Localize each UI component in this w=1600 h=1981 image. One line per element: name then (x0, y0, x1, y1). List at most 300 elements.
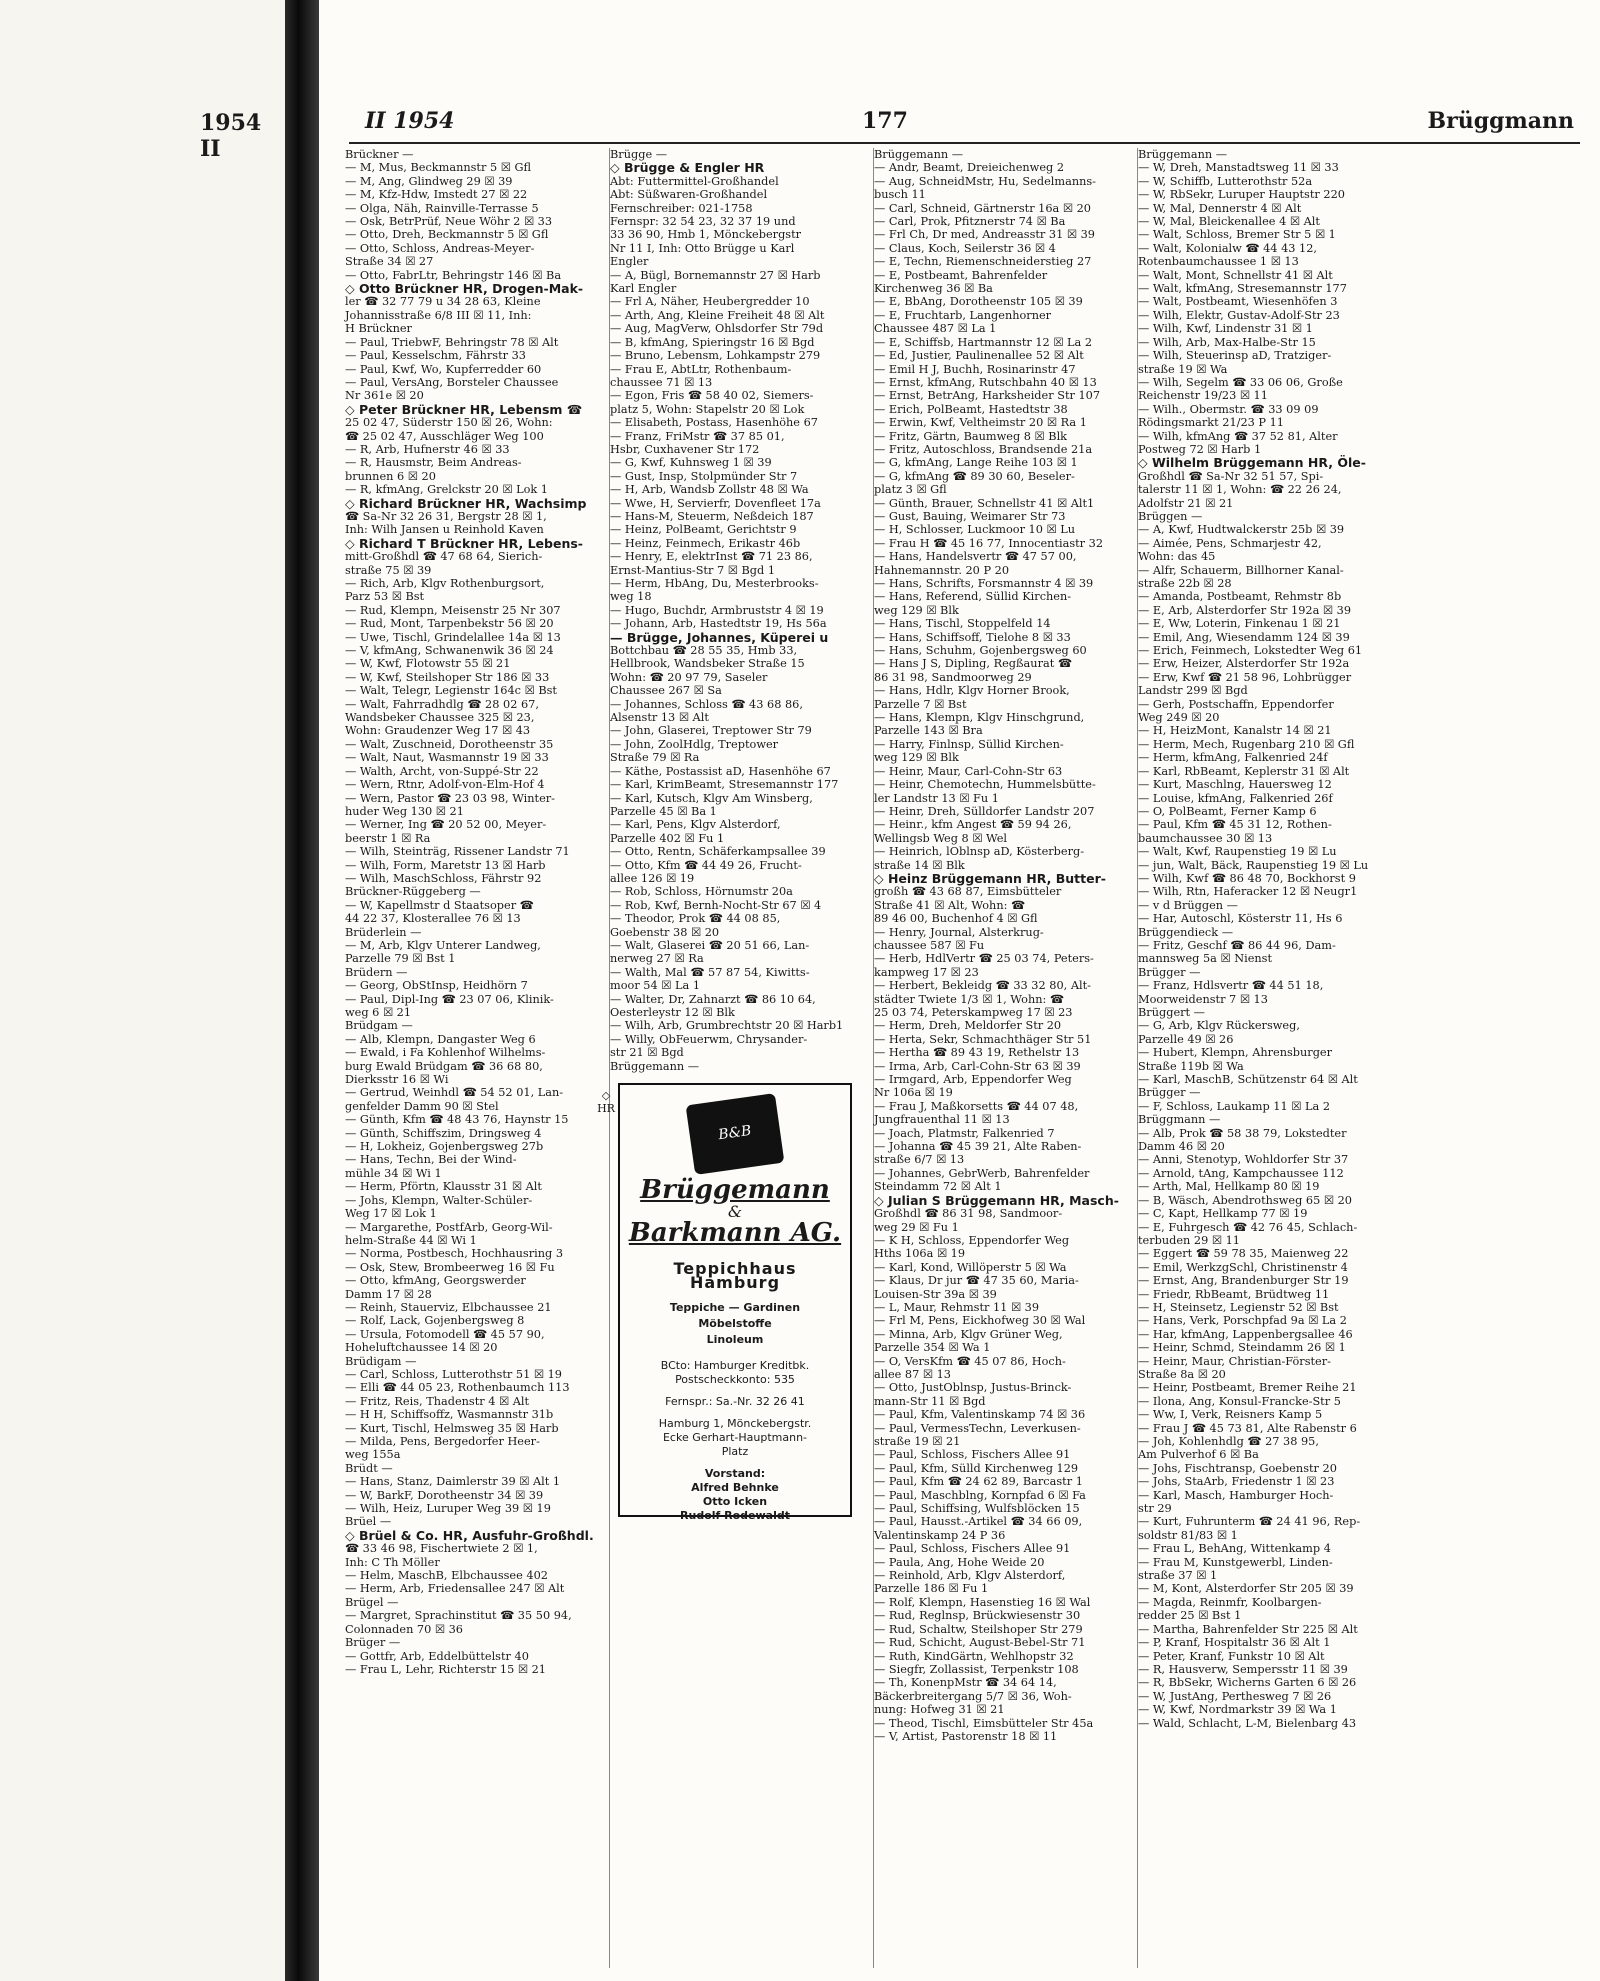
directory-entry: — Paul, Kfm ☎ 45 31 12, Rothen- (1138, 818, 1332, 832)
header-keyword: Brüggmann (1427, 108, 1574, 134)
directory-entry: Landstr 299 ☒ Bgd (1138, 684, 1248, 698)
directory-entry: — R, Hausverw, Sempersstr 11 ☒ 39 (1138, 1662, 1348, 1676)
directory-entry: straße 22b ☒ 28 (1138, 577, 1232, 590)
directory-entry: — O, VersKfm ☎ 45 07 86, Hoch- (874, 1354, 1066, 1368)
directory-entry: — Hans, Handelsvertr ☎ 47 57 00, (874, 550, 1077, 564)
directory-entry: — Wilh., Obermstr. ☎ 33 09 09 (1138, 402, 1319, 416)
directory-entry: — Karl, RbBeamt, Keplerstr 31 ☒ Alt (1138, 764, 1350, 778)
directory-entry: Nr 106a ☒ 19 (874, 1086, 953, 1100)
directory-entry: — E, Techn, Riemenschneiderstieg 27 (874, 255, 1092, 269)
ad-bank-2: Postscheckkonto: 535 (675, 1373, 795, 1387)
directory-entry: Straße 41 ☒ Alt, Wohn: ☎ (874, 898, 1026, 912)
directory-entry: — E, Fruchtarb, Langenhorner (874, 308, 1052, 322)
directory-entry: ◇ Julian S Brüggemann HR, Masch- (874, 1192, 1119, 1208)
directory-entry: — Johannes, GebrWerb, Bahrenfelder (874, 1166, 1090, 1180)
directory-entry: — Wald, Schlacht, L-M, Bielenbarg 43 (1138, 1716, 1357, 1730)
directory-entry: — Herb, HdlVertr ☎ 25 03 74, Peters- (874, 952, 1094, 966)
directory-entry: Valentinskamp 24 P 36 (874, 1528, 1006, 1542)
directory-entry: soldstr 81/83 ☒ 1 (1138, 1528, 1238, 1542)
directory-entry: — Andr, Beamt, Dreieichenweg 2 (874, 161, 1065, 175)
directory-entry: — Rolf, Lack, Gojenbergsweg 8 (345, 1314, 525, 1328)
directory-entry: — Carl, Schloss, Lutterothstr 51 ☒ 19 (345, 1367, 562, 1381)
directory-entry: — R, kfmAng, Grelckstr 20 ☒ Lok 1 (345, 483, 548, 497)
directory-entry: — Käthe, Postassist aD, Hasenhöhe 67 (610, 764, 831, 778)
directory-entry: — Hans, Hdlr, Klgv Horner Brook, (874, 684, 1070, 698)
directory-entry: chaussee 587 ☒ Fu (874, 938, 985, 952)
directory-entry: — Harry, Finlnsp, Süllid Kirchen- (874, 737, 1064, 751)
directory-entry: ☎ 33 46 98, Fischertwiete 2 ☒ 1, (345, 1542, 538, 1556)
directory-entry: — Magda, Reinmfr, Koolbargen- (1138, 1595, 1322, 1609)
directory-entry: mühle 34 ☒ Wi 1 (345, 1166, 442, 1180)
directory-entry: Oesterleystr 12 ☒ Blk (610, 1006, 735, 1019)
directory-entry: — Walt, Schloss, Bremer Str 5 ☒ 1 (1138, 228, 1336, 242)
directory-entry: — Paul, Schloss, Fischers Allee 91 (874, 1542, 1071, 1556)
directory-entry: moor 54 ☒ La 1 (610, 979, 701, 993)
directory-entry: — G, Kwf, Kuhnsweg 1 ☒ 39 (610, 456, 772, 470)
directory-entry: — Heinr, Maur, Carl-Cohn-Str 63 (874, 764, 1063, 778)
directory-entry: allee 87 ☒ 13 (874, 1367, 951, 1381)
ad-headline: Teppichhaus (673, 1259, 797, 1279)
directory-entry: Straße 34 ☒ 27 (345, 255, 434, 269)
ad-phone: Fernspr.: Sa.-Nr. 32 26 41 (665, 1395, 805, 1409)
directory-entry: Hsbr, Cuxhavener Str 172 (610, 442, 760, 456)
directory-entry: — Reinh, Stauerviz, Elbchaussee 21 (345, 1300, 552, 1314)
directory-entry: — Heinr, Chemotechn, Hummelsbütte- (874, 778, 1096, 792)
directory-entry: — H, Arb, Wandsb Zollstr 48 ☒ Wa (610, 483, 809, 497)
directory-entry: — M, Kfz-Hdw, Imstedt 27 ☒ 22 (345, 188, 528, 202)
directory-entry: — Eggert ☎ 59 78 35, Maienweg 22 (1138, 1247, 1349, 1261)
directory-entry: — Rud, Schaltw, Steilshoper Str 279 (874, 1622, 1083, 1636)
directory-entry: Chaussee 267 ☒ Sa (610, 684, 722, 698)
directory-entry: — Ewald, i Fa Kohlenhof Wilhelms- (345, 1046, 546, 1060)
directory-entry: Brüggert — (1138, 1006, 1205, 1019)
directory-entry: 44 22 37, Klosterallee 76 ☒ 13 (345, 912, 521, 926)
directory-entry: Brüggemann — (610, 1059, 700, 1073)
directory-entry: Abt: Süßwaren-Großhandel (610, 188, 768, 202)
directory-entry: — W, Kwf, Nordmarkstr 39 ☒ Wa 1 (1138, 1703, 1337, 1717)
header-year: II 1954 (365, 108, 455, 134)
directory-entry: Karl Engler (610, 282, 677, 296)
directory-entry: — Claus, Koch, Seilerstr 36 ☒ 4 (874, 241, 1056, 255)
directory-entry: — Arth, Ang, Kleine Freiheit 48 ☒ Alt (610, 308, 825, 322)
directory-entry: Colonnaden 70 ☒ 36 (345, 1622, 463, 1636)
directory-entry: — Herm, Arb, Friedensallee 247 ☒ Alt (345, 1582, 565, 1596)
directory-entry: straße 19 ☒ 21 (874, 1435, 961, 1448)
previous-page-header: 1954 II (200, 110, 262, 162)
directory-entry: — M, Arb, Klgv Unterer Landweg, (345, 938, 541, 952)
directory-entry: — Rolf, Klempn, Hasenstieg 16 ☒ Wal (874, 1595, 1091, 1609)
directory-entry: — R, Hausmstr, Beim Andreas- (345, 456, 522, 470)
directory-entry: — Paul, Hausst.-Artikel ☎ 34 66 09, (874, 1515, 1083, 1529)
directory-entry: Brüggemann — (874, 148, 964, 161)
directory-entry: — v d Brüggen — (1138, 898, 1238, 912)
directory-entry: — Gust, Insp, Stolpmünder Str 7 (610, 469, 798, 483)
directory-entry: — Kurt, Fuhrunterm ☎ 24 41 96, Rep- (1138, 1515, 1361, 1529)
directory-entry: ler ☎ 32 77 79 u 34 28 63, Kleine (345, 295, 541, 309)
directory-entry: — Hans, Referend, Süllid Kirchen- (874, 590, 1072, 604)
directory-entry: — Karl, Masch, Hamburger Hoch- (1138, 1488, 1334, 1502)
directory-entry: Parzelle 402 ☒ Fu 1 (610, 831, 725, 845)
directory-entry: — Walt, Telegr, Legienstr 164c ☒ Bst (345, 684, 557, 698)
ad-firm-name-2: Barkmann AG. (628, 1218, 842, 1249)
directory-entry: — Walt, Glaserei ☎ 20 51 66, Lan- (610, 938, 810, 952)
directory-entry: Hoheluftchaussee 14 ☒ 20 (345, 1341, 498, 1355)
directory-entry: — Alb, Klempn, Dangaster Weg 6 (345, 1032, 536, 1046)
directory-entry: — Otto, kfmAng, Georgswerder (345, 1274, 526, 1288)
ad-marker: ◇ HR (597, 1089, 615, 1116)
directory-entry: ◇ Brügge & Engler HR (610, 160, 765, 176)
ad-products-1: Teppiche — Gardinen (669, 1301, 801, 1315)
directory-entry: Ernst-Mantius-Str 7 ☒ Bgd 1 (610, 563, 776, 577)
directory-entry: Johannisstraße 6/8 III ☒ 11, Inh: (345, 308, 532, 322)
directory-entry: — H, Steinsetz, Legienstr 52 ☒ Bst (1138, 1300, 1339, 1314)
directory-entry: Großhdl ☎ Sa-Nr 32 51 57, Spi- (1138, 469, 1324, 483)
directory-entry: — Franz, Hdlsvertr ☎ 44 51 18, (1138, 979, 1324, 993)
directory-entry: ◇ Richard Brückner HR, Wachsimp (345, 495, 587, 511)
directory-entry: — Paul, Schiffsing, Wulfsblöcken 15 (874, 1502, 1080, 1516)
ad-firm-name-1: Brüggemann (640, 1175, 830, 1206)
directory-entry: — Wilh, Steuerinsp aD, Tratziger- (1138, 349, 1332, 363)
directory-entry: Brückner-Rüggeberg — (345, 885, 481, 899)
directory-entry: Nr 11 I, Inh: Otto Brügge u Karl (610, 241, 795, 255)
directory-entry: — Norma, Postbesch, Hochhausring 3 (345, 1247, 564, 1261)
directory-entry: — Erwin, Kwf, Veltheimstr 20 ☒ Ra 1 (874, 416, 1087, 430)
directory-entry: — A, Bügl, Bornemannstr 27 ☒ Harb (610, 268, 821, 282)
ad-bank-1: BCto: Hamburger Kreditbk. (660, 1359, 810, 1373)
directory-entry: — Heinr, Postbeamt, Bremer Reihe 21 (1138, 1381, 1357, 1395)
directory-entry: — Bruno, Lebensm, Lohkampstr 279 (610, 349, 821, 363)
directory-entry: — Peter, Kranf, Funkstr 10 ☒ Alt (1138, 1649, 1325, 1663)
directory-entry: — Wilh, Kwf ☎ 86 48 70, Bockhorst 9 (1138, 871, 1356, 885)
directory-entry: — Karl, Pens, Klgv Alsterdorf, (610, 818, 781, 832)
directory-entry: — Brügge, Johannes, Küperei u (610, 629, 829, 645)
directory-entry: — Paul, Kwf, Wo, Kupferredder 60 (345, 362, 542, 376)
ad-ampersand: & (727, 1202, 743, 1222)
directory-entry: ler Landstr 13 ☒ Fu 1 (874, 791, 999, 805)
directory-entry: — R, Arb, Hufnerstr 46 ☒ 33 (345, 442, 510, 456)
directory-entry: — Frau J, Maßkorsetts ☎ 44 07 48, (874, 1099, 1079, 1113)
directory-entry: — Paula, Ang, Hohe Weide 20 (874, 1555, 1045, 1569)
directory-entry: Damm 17 ☒ 28 (345, 1287, 432, 1301)
ad-address-3: Platz (721, 1445, 749, 1459)
directory-entry: — Wilh, Arb, Grumbrechtstr 20 ☒ Harb1 (610, 1019, 844, 1033)
directory-entry: — M, Kont, Alsterdorfer Str 205 ☒ 39 (1138, 1582, 1354, 1596)
directory-entry: — Heinz, Feinmech, Erikastr 46b (610, 536, 801, 550)
directory-entry: Nr 361e ☒ 20 (345, 389, 424, 403)
directory-entry: — Fritz, Geschf ☎ 86 44 96, Dam- (1138, 938, 1336, 952)
column-4 (1137, 148, 1384, 1968)
directory-entry: allee 126 ☒ 19 (610, 871, 695, 885)
directory-entry: — W, Kapellmstr d Staatsoper ☎ (345, 898, 534, 912)
directory-entry: Bottchbau ☎ 28 55 35, Hmb 33, (610, 644, 798, 658)
directory-entry: Rotenbaumchaussee 1 ☒ 13 (1138, 255, 1299, 269)
directory-entry: — Reinhold, Arb, Klgv Alsterdorf, (874, 1569, 1066, 1583)
directory-entry: Brüdt — (345, 1461, 393, 1475)
directory-entry: — H, HeizMont, Kanalstr 14 ☒ 21 (1138, 724, 1332, 738)
directory-entry: platz 5, Wohn: Stapelstr 20 ☒ Lok (610, 402, 805, 416)
directory-entry: — C, Kapt, Hellkamp 77 ☒ 19 (1138, 1207, 1308, 1221)
directory-entry: Weg 17 ☒ Lok 1 (345, 1207, 437, 1221)
directory-entry: — Ernst, BetrAng, Harksheider Str 107 (874, 389, 1101, 403)
directory-entry: — Kurt, Tischl, Helmsweg 35 ☒ Harb (345, 1421, 559, 1435)
ad-city: Hamburg (689, 1272, 781, 1292)
directory-entry: Reichenstr 19/23 ☒ 11 (1138, 389, 1268, 403)
directory-entry: — Har, kfmAng, Lappenbergsallee 46 (1138, 1327, 1353, 1341)
directory-entry: — Heinr, Dreh, Sülldorfer Landstr 207 (874, 804, 1095, 818)
directory-entry: ◇ Richard T Brückner HR, Lebens- (345, 535, 583, 551)
directory-entry: — Wilh, Kwf, Lindenstr 31 ☒ 1 (1138, 322, 1313, 336)
directory-entry: — Har, Autoschl, Kösterstr 11, Hs 6 (1138, 912, 1343, 926)
directory-entry: — Karl, MaschB, Schützenstr 64 ☒ Alt (1138, 1073, 1358, 1087)
directory-entry: — W, BarkF, Dorotheenstr 34 ☒ 39 (345, 1488, 544, 1502)
directory-entry: — Ed, Justier, Paulinenallee 52 ☒ Alt (874, 349, 1084, 363)
directory-entry: brunnen 6 ☒ 20 (345, 469, 436, 483)
directory-entry: — Alfr, Schauerm, Billhorner Kanal- (1138, 563, 1344, 577)
directory-entry: — Amanda, Postbeamt, Rehmstr 8b (1138, 590, 1342, 604)
directory-entry: — Johannes, Schloss ☎ 43 68 86, (610, 697, 803, 711)
directory-entry: — Carl, Schneid, Gärtnerstr 16a ☒ 20 (874, 201, 1091, 215)
directory-entry: Straße 79 ☒ Ra (610, 751, 700, 765)
directory-entry: Hellbrook, Wandsbeker Straße 15 (610, 657, 805, 671)
header-rule (349, 142, 1580, 144)
directory-entry: — Frau M, Kunstgewerbl, Linden- (1138, 1555, 1333, 1569)
directory-entry: — B, kfmAng, Spieringstr 16 ☒ Bgd (610, 335, 815, 349)
directory-entry: — Wern, Pastor ☎ 23 03 98, Winter- (345, 791, 555, 805)
directory-entry: Inh: C Th Möller (345, 1555, 440, 1569)
directory-entry: — Wilh, kfmAng ☎ 37 52 81, Alter (1138, 429, 1338, 443)
directory-entry: — P, Kranf, Hospitalstr 36 ☒ Alt 1 (1138, 1636, 1331, 1650)
directory-entry: ◇ Wilhelm Brüggemann HR, Öle- (1138, 455, 1366, 471)
directory-entry: — Hugo, Buchdr, Armbruststr 4 ☒ 19 (610, 603, 824, 617)
directory-entry: — jun, Walt, Bäck, Raupenstieg 19 ☒ Lu (1138, 858, 1369, 872)
directory-entry: Fernschreiber: 021-1758 (610, 201, 753, 215)
directory-entry: — W, RbSekr, Luruper Hauptstr 220 (1138, 188, 1345, 202)
directory-entry: — W, Kwf, Flotowstr 55 ☒ 21 (345, 657, 511, 671)
bb-logo-icon: B&B (686, 1093, 785, 1175)
directory-entry: Inh: Wilh Jansen u Reinhold Kaven (345, 523, 544, 537)
directory-entry: — E, BbAng, Dorotheenstr 105 ☒ 39 (874, 295, 1083, 309)
directory-entry: — Otto, FabrLtr, Behringstr 146 ☒ Ba (345, 268, 562, 282)
directory-entry: ☎ Sa-Nr 32 26 31, Bergstr 28 ☒ 1, (345, 509, 547, 523)
directory-entry: — Walth, Archt, von-Suppé-Str 22 (345, 764, 539, 778)
directory-entry: — Gertrud, Weinhdl ☎ 54 52 01, Lan- (345, 1086, 564, 1100)
page-number: 177 (862, 108, 908, 134)
directory-entry: — Rob, Schloss, Hörnumstr 20a (610, 885, 793, 899)
directory-entry: — E, Arb, Alsterdorfer Str 192a ☒ 39 (1138, 603, 1352, 617)
directory-entry: chaussee 71 ☒ 13 (610, 375, 713, 389)
directory-entry: — Frau J ☎ 45 73 81, Alte Rabenstr 6 (1138, 1421, 1357, 1435)
directory-entry: — Heinz, PolBeamt, Gerichtstr 9 (610, 523, 797, 537)
directory-entry: Parzelle 354 ☒ Wa 1 (874, 1341, 991, 1355)
directory-entry: Brüggen — (1138, 509, 1203, 523)
ad-address-1: Hamburg 1, Mönckebergstr. (658, 1417, 812, 1431)
directory-entry: — Herm, Mech, Rugenbarg 210 ☒ Gfl (1138, 737, 1355, 751)
directory-entry: — Fritz, Reis, Thadenstr 4 ☒ Alt (345, 1394, 530, 1408)
directory-entry: — Hertha ☎ 89 43 19, Rethelstr 13 (874, 1046, 1080, 1060)
directory-entry: — Joach, Platmstr, Falkenried 7 (874, 1126, 1055, 1140)
directory-entry: Weg 249 ☒ 20 (1138, 711, 1220, 725)
ad-board-1: Alfred Behnke (691, 1481, 779, 1495)
directory-entry: nerweg 27 ☒ Ra (610, 952, 704, 966)
directory-entry: — E, Schiffsb, Hartmannstr 12 ☒ La 2 (874, 335, 1093, 349)
directory-entry: — Johs, StaArb, Friedenstr 1 ☒ 23 (1138, 1475, 1335, 1489)
ad-board-2: Otto Icken (702, 1495, 768, 1509)
directory-entry: — Paul, Schloss, Fischers Allee 91 (874, 1448, 1071, 1462)
ad-products-3: Linoleum (706, 1333, 764, 1347)
directory-entry: Hths 106a ☒ 19 (874, 1247, 966, 1261)
directory-entry: mitt-Großhdl ☎ 47 68 64, Sierich- (345, 550, 543, 564)
directory-entry: — Walter, Dr, Zahnarzt ☎ 86 10 64, (610, 992, 816, 1006)
directory-entry: ☎ 25 02 47, Ausschläger Weg 100 (345, 429, 544, 443)
directory-entry: Brüggmann — (1138, 1113, 1221, 1127)
book-gutter (285, 0, 319, 1981)
directory-entry: — Frau L, BehAng, Wittenkamp 4 (1138, 1542, 1331, 1556)
directory-entry: baumchaussee 30 ☒ 13 (1138, 831, 1273, 845)
directory-entry: — Klaus, Dr jur ☎ 47 35 60, Maria- (874, 1274, 1079, 1288)
directory-entry: — Margret, Sprachinstitut ☎ 35 50 94, (345, 1609, 572, 1623)
directory-entry: — Arth, Mal, Hellkamp 80 ☒ 19 (1138, 1180, 1320, 1194)
directory-entry: weg 129 ☒ Blk (874, 603, 959, 617)
directory-entry: — Hans, Verk, Porschpfad 9a ☒ La 2 (1138, 1314, 1347, 1328)
directory-entry: Wandsbeker Chaussee 325 ☒ 23, (345, 711, 535, 725)
directory-entry: — G, Arb, Klgv Rückersweg, (1138, 1019, 1300, 1033)
directory-entry: — Wilh, Steinträg, Rissener Landstr 71 (345, 845, 570, 859)
directory-entry: Moorweidenstr 7 ☒ 13 (1138, 992, 1268, 1006)
directory-entry: — Paul, VersAng, Borsteler Chaussee (345, 375, 559, 389)
directory-entry: 86 31 98, Sandmoorweg 29 (874, 670, 1032, 684)
directory-entry: — Minna, Arb, Klgv Grüner Weg, (874, 1327, 1063, 1341)
directory-entry: Wohn: ☎ 20 97 79, Saseler (610, 670, 768, 684)
directory-entry: Fernspr: 32 54 23, 32 37 19 und (610, 215, 796, 229)
directory-entry: — Irmgard, Arb, Eppendorfer Weg (874, 1073, 1072, 1087)
directory-entry: — Kurt, Maschlng, Hauersweg 12 (1138, 778, 1332, 792)
directory-entry: — Fritz, Autoschloss, Brandsende 21a (874, 442, 1093, 456)
directory-entry: — John, ZoolHdlg, Treptower (610, 737, 779, 751)
directory-entry: — Georg, ObStInsp, Heidhörn 7 (345, 979, 528, 993)
directory-entry: — Siegfr, Zollassist, Terpenkstr 108 (874, 1662, 1079, 1676)
directory-entry: — Rud, Schicht, August-Bebel-Str 71 (874, 1636, 1086, 1650)
directory-entry: — Herm, kfmAng, Falkenried 24f (1138, 751, 1328, 765)
directory-entry: — W, Mal, Bleickenallee 4 ☒ Alt (1138, 215, 1320, 229)
directory-entry: weg 18 (610, 590, 652, 604)
directory-entry: — Herm, Dreh, Meldorfer Str 20 (874, 1019, 1062, 1033)
column-3 (873, 148, 1124, 1968)
directory-entry: — Henry, E, elektrInst ☎ 71 23 86, (610, 550, 813, 564)
directory-entry: — K H, Schloss, Eppendorfer Weg (874, 1233, 1070, 1247)
directory-entry: Brüdigam — (345, 1354, 417, 1368)
directory-entry: — Hans, Schrifts, Forsmannstr 4 ☒ 39 (874, 577, 1094, 590)
advertisement-box (597, 1083, 852, 1523)
directory-entry: Wohn: das 45 (1138, 550, 1216, 564)
directory-entry: — Ruth, KindGärtn, Wehlhopstr 32 (874, 1649, 1074, 1663)
directory-entry: Brüggendieck — (1138, 925, 1233, 939)
directory-entry: weg 6 ☒ 21 (345, 1006, 412, 1019)
directory-entry: — Paul, Maschblng, Kornpfad 6 ☒ Fa (874, 1488, 1086, 1502)
directory-entry: Rödingsmarkt 21/23 P 11 (1138, 416, 1284, 430)
directory-entry: — Herta, Sekr, Schmachthäger Str 51 (874, 1032, 1092, 1046)
directory-entry: — Hans, Techn, Bei der Wind- (345, 1153, 517, 1167)
previous-page-edge (0, 0, 285, 1981)
directory-entry: — B, Wäsch, Abendrothsweg 65 ☒ 20 (1138, 1193, 1352, 1207)
directory-entry: H Brückner (345, 322, 412, 336)
directory-entry: Großhdl ☎ 86 31 98, Sandmoor- (874, 1207, 1063, 1221)
directory-entry: — G, kfmAng, Lange Reihe 103 ☒ 1 (874, 456, 1078, 470)
directory-entry: Parzelle 7 ☒ Bst (874, 697, 967, 711)
directory-entry: Parzelle 79 ☒ Bst 1 (345, 952, 456, 966)
directory-entry: Brügger — (1138, 965, 1201, 979)
directory-entry: Parzelle 186 ☒ Fu 1 (874, 1582, 989, 1596)
directory-entry: — Ilona, Ang, Konsul-Francke-Str 5 (1138, 1394, 1341, 1408)
directory-entry: — H, Lokheiz, Gojenbergsweg 27b (345, 1140, 544, 1154)
directory-entry: helm-Straße 44 ☒ Wi 1 (345, 1233, 477, 1247)
directory-entry: — Walt, Kolonialw ☎ 44 43 12, (1138, 241, 1317, 255)
directory-entry: — Egon, Fris ☎ 58 40 02, Siemers- (610, 389, 814, 403)
directory-entry: — Martha, Bahrenfelder Str 225 ☒ Alt (1138, 1622, 1358, 1636)
directory-entry: — Karl, Kond, Willöperstr 5 ☒ Wa (874, 1260, 1067, 1274)
directory-entry: — John, Glaserei, Treptower Str 79 (610, 724, 812, 738)
directory-entry: — Walt, kfmAng, Stresemannstr 177 (1138, 282, 1347, 296)
directory-entry: — Karl, Kutsch, Klgv Am Winsberg, (610, 791, 813, 805)
directory-entry: — E, Postbeamt, Bahrenfelder (874, 268, 1048, 282)
directory-entry: — Elli ☎ 44 05 23, Rothenbaumch 113 (345, 1381, 570, 1395)
directory-entry: redder 25 ☒ Bst 1 (1138, 1609, 1242, 1623)
directory-entry: — Günth, Brauer, Schnellstr 41 ☒ Alt1 (874, 496, 1095, 510)
directory-entry: — Willy, ObFeuerwm, Chrysander- (610, 1032, 808, 1046)
directory-entry: — Heinr, Maur, Christian-Förster- (1138, 1354, 1331, 1368)
directory-entry: — Wilh, Arb, Max-Halbe-Str 15 (1138, 335, 1316, 349)
directory-entry: — Walt, Naut, Wasmannstr 19 ☒ 33 (345, 751, 549, 765)
directory-entry: Straße 8a ☒ 20 (1138, 1367, 1226, 1381)
directory-entry: Damm 46 ☒ 20 (1138, 1140, 1225, 1154)
directory-entry: — Paul, Kfm, Valentinskamp 74 ☒ 36 (874, 1408, 1086, 1422)
directory-entry: — Otto, JustOblnsp, Justus-Brinck- (874, 1381, 1072, 1395)
directory-entry: Parzelle 45 ☒ Ba 1 (610, 804, 717, 818)
directory-entry: — Johs, Fischtransp, Goebenstr 20 (1138, 1461, 1337, 1475)
directory-entry: ◇ Heinz Brüggemann HR, Butter- (874, 870, 1106, 886)
directory-entry: — Arnold, tAng, Kampchaussee 112 (1138, 1166, 1344, 1180)
directory-entry: Kirchenweg 36 ☒ Ba (874, 282, 993, 296)
directory-entry: — Otto, Schloss, Andreas-Meyer- (345, 241, 535, 255)
directory-entry: weg 129 ☒ Blk (874, 751, 959, 765)
directory-entry: — Herm, HbAng, Du, Mesterbrooks- (610, 577, 819, 590)
directory-entry: burg Ewald Brüdgam ☎ 36 68 80, (345, 1059, 543, 1073)
directory-entry: — Rich, Arb, Klgv Rothenburgsort, (345, 577, 545, 590)
directory-entry: — L, Maur, Rehmstr 11 ☒ 39 (874, 1300, 1040, 1314)
directory-entry: — Walt, Mont, Schnellstr 41 ☒ Alt (1138, 268, 1333, 282)
directory-entry: — W, Mal, Dennerstr 4 ☒ Alt (1138, 201, 1302, 215)
directory-entry: ◇ Brüel & Co. HR, Ausfuhr-Großhdl. (345, 1527, 594, 1543)
directory-entry: kampweg 17 ☒ 23 (874, 965, 979, 979)
directory-entry: — Rud, Klempn, Meisenstr 25 Nr 307 (345, 603, 561, 617)
directory-entry: — Ursula, Fotomodell ☎ 45 57 90, (345, 1327, 545, 1341)
directory-entry: — Wern, Rtnr, Adolf-von-Elm-Hof 4 (345, 778, 545, 792)
directory-entry: ◇ Peter Brückner HR, Lebensm ☎ (345, 401, 583, 417)
directory-entry: — Henry, Journal, Alsterkrug- (874, 925, 1044, 939)
directory-entry: — Aug, SchneidMstr, Hu, Sedelmanns- (874, 174, 1097, 188)
directory-entry: Brüdern — (345, 965, 408, 979)
directory-entry: großh ☎ 43 68 87, Eimsbütteler (874, 885, 1062, 899)
directory-entry: — Gerh, Postschaffn, Eppendorfer (1138, 697, 1334, 711)
directory-entry: — Alb, Prok ☎ 58 38 79, Lokstedter (1138, 1126, 1347, 1140)
directory-entry: — Walt, Kwf, Raupenstieg 19 ☒ Lu (1138, 845, 1337, 859)
directory-entry: — Margarethe, PostfArb, Georg-Wil- (345, 1220, 553, 1234)
directory-page (319, 0, 1600, 1981)
directory-entry: Parzelle 49 ☒ 26 (1138, 1032, 1234, 1046)
page-header (319, 108, 1600, 140)
directory-entry: Steindamm 72 ☒ Alt 1 (874, 1180, 1002, 1194)
directory-entry: — Louise, kfmAng, Falkenried 26f (1138, 791, 1333, 805)
directory-entry: str 29 (1138, 1502, 1172, 1516)
